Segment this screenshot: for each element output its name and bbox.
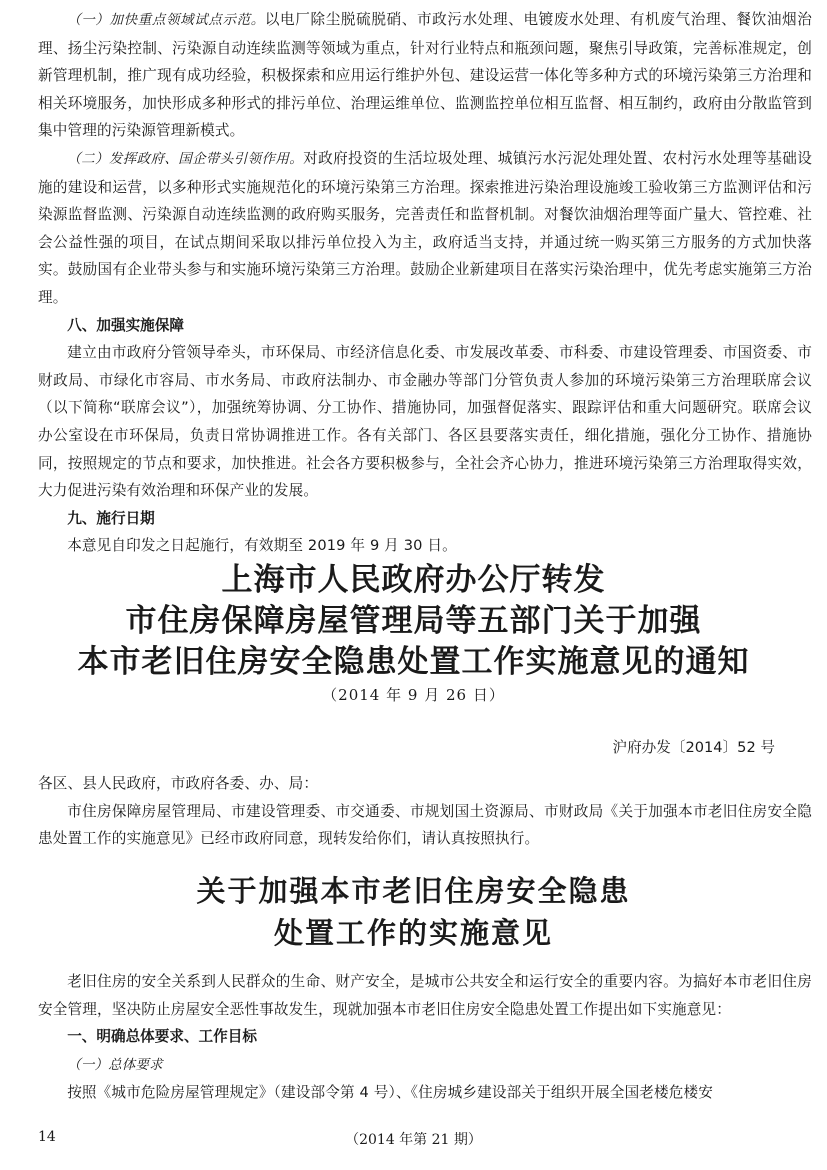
document-number: 沪府办发〔2014〕52 号 [612, 739, 775, 756]
paragraph-text: 对政府投资的生活垃圾处理、城镇污水污泥处理处置、农村污水处理等基础设施的建设和运营，以多种形式实施规范化的环境污染第三方治理。探索推进污染治理设施竣工验收第三方监测评估和污染源监督监测、污染源自动连续监测的政府购买服务，完善责任和监督机制。对餐饮油烟治理等面广量大、管控难、社会公益性强的项目，在试点期间采取以排污单位投入为主，政府适当支持，并通过统一购买第三方服务的方式加快落实。鼓励国有企业带头参与和实施环境污染第三方治理。鼓励企业新建项目在落实污染治理中，优先考虑实施第三方治理。 [38, 149, 812, 306]
notice-date: （2014 年 9 月 26 日） [322, 686, 505, 704]
issue-label: （2014 年第 21 期） [345, 1132, 482, 1148]
addressee: 各区、县人民政府，市政府各委、办、局： [38, 775, 319, 792]
top-section [38, 6, 812, 560]
notice-body-text: 市住房保障房屋管理局、市建设管理委、市交通委、市规划国土资源局、市财政局《关于加强本市老旧住房安全隐患处置工作的实施意见》已经市政府同意，现转发给你们，请认真按照执行。 [38, 802, 812, 848]
paragraph-text: 以电厂除尘脱硫脱硝、市政污水处理、电镀废水处理、有机废气治理、餐饮油烟治理、扬尘污染控制、污染源自动连续监测等领域为重点，针对行业特点和瓶颈问题，聚焦引导政策，完善标准规定，创新管理机制，推广现有成功经验，积极探索和应用运行维护外包、建设运营一体化等多种方式的环境污染第三方治理和相关环境服务，加快形成多种形式的排污单位、治理运维单位、监测监控单位相互监督、相互制约，政府由分散监管到集中管理的污染源管理新模式。 [38, 11, 812, 140]
opinion-title-line-2: 处置工作的实施意见 [273, 916, 553, 950]
paragraph-implementation-guarantee: 建立由市政府分管领导牵头，市环保局、市经济信息化委、市发展改革委、市科委、市建设管理委、市国资委、市财政局、市绿化市容局、市水务局、市政府法制办、市金融办等部门分管负责人参加的环境污染第三方治理联席会议（以下简称“联席会议”），加强统筹协调、分工协作、措施协同，加强督促落实、跟踪评估和重大问题研究。联席会议办公室设在市环保局，负责日常协调推进工作。各有关部门、各区县要落实责任，细化措施，强化分工协作、措施协同，按照规定的节点和要求，加快推进。社会各方要积极参与，全社会齐心协力，推进环境污染第三方治理取得实效，大力促进污染有效治理和环保产业的发展。 [38, 344, 812, 500]
notice-body [38, 770, 812, 853]
opinion-heading-1: 一、明确总体要求、工作目标 [67, 1028, 257, 1046]
page-number: 14 [38, 1129, 56, 1145]
opinion-body [38, 968, 812, 1107]
opinion-subheading [38, 1051, 812, 1080]
paragraph-lead: （二）发挥政府、国企带头引领作用。 [67, 150, 304, 167]
opinion-last-line: 按照《城市危险房屋管理规定》（建设部令第 4 号）、《住房城乡建设部关于组织开展全国老楼危楼安 [67, 1084, 714, 1102]
paragraph-lead: （一）加快重点领域试点示范。 [67, 12, 265, 28]
notice-title [0, 560, 827, 683]
opinion-title-line-1: 关于加强本市老旧住房安全隐患 [196, 874, 631, 908]
subheading-text: （一）总体要求 [67, 1056, 163, 1073]
section-heading-9: 九、施行日期 [67, 509, 155, 527]
paragraph-pilot-demonstration [38, 6, 812, 145]
notice-title-line-1: 上海市人民政府办公厅转发 [221, 562, 606, 598]
paragraph-government-leading [38, 145, 812, 312]
paragraph-effective-date: 本意见自印发之日起施行，有效期至 2019 年 9 月 30 日。 [67, 537, 457, 555]
notice-title-line-2: 市住房保障房屋管理局等五部门关于加强 [125, 603, 702, 639]
opinion-intro: 老旧住房的安全关系到人民群众的生命、财产安全，是城市公共安全和运行安全的重要内容。为搞好本市老旧住房安全管理，坚决防止房屋安全恶性事故发生，现就加强本市老旧住房安全隐患处置工作提出如下实施意见： [38, 973, 812, 1018]
opinion-title [0, 870, 827, 954]
notice-title-line-3: 本市老旧住房安全隐患处置工作实施意见的通知 [77, 644, 750, 680]
section-heading-8: 八、加强实施保障 [67, 316, 184, 334]
